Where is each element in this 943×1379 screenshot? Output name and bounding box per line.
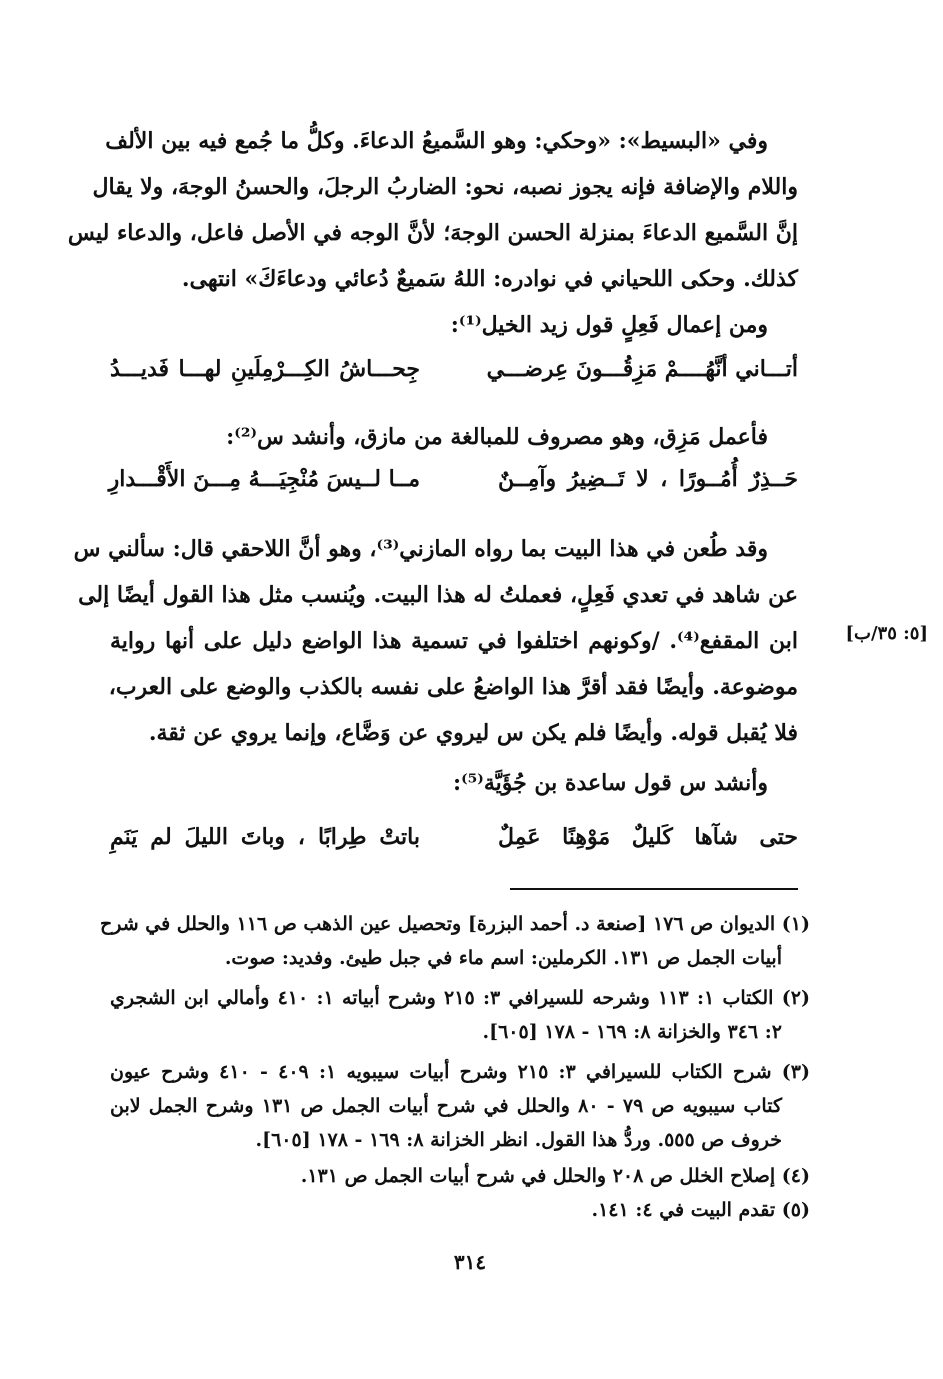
footnote-line: (٤) إصلاح الخلل ص ٢٠٨ والحلل في شرح أبيات الجمل ص ١٣١. xyxy=(300,1165,810,1187)
verse-second-hemistich: جِحـــاشُ الكِـــرْمِلَينِ لهـــا فَديـــدُ xyxy=(110,356,420,382)
text-line: ومن إعمال فَعِلٍ قول زيد الخيل⁽¹⁾: xyxy=(450,312,768,338)
footnote-line: خروف ص ٥٥٥. وردُّ هذا القول. انظر الخزانة ٨: ١٦٩ - ١٧٨ [٦٠٥]. xyxy=(255,1129,782,1151)
footnote-line: (١) الديوان ص ١٧٦ [صنعة د. أحمد البزرة] وتحصيل عين الذهب ص ١١٦ والحلل في شرح xyxy=(99,913,810,935)
paragraph-saida-intro xyxy=(110,768,798,800)
text-line: وأنشد س قول ساعدة بن جُؤَيَّة⁽⁵⁾: xyxy=(452,770,768,796)
footnote-2 xyxy=(110,984,810,1043)
paragraph-zaid-al-khail-intro xyxy=(110,310,798,342)
footnote-line: أبيات الجمل ص ١٣١. الكرملين: اسم ماء في جبل طيئ. وفديد: صوت. xyxy=(224,947,782,969)
footnote-1 xyxy=(99,910,810,969)
verse-first-hemistich: حَــذِرٌ أُمُــورًا ، لا تَــضِيرُ وآمِــنٌ xyxy=(498,466,798,492)
text-line: فلا يُقبل قوله. وأيضًا فلم يكن س ليروي عن وَضَّاع، وإنما يروي عن ثقة. xyxy=(148,720,798,746)
text-line: موضوعة. وأيضًا فقد أقرَّ هذا الواضعُ على نفسه بالكذب والوضع على العرب، xyxy=(108,674,798,700)
text-line: كذلك. وحكى اللحياني في نوادره: اللهُ سَميعٌ دُعائي ودعاءَكَ» انتهى. xyxy=(181,266,798,292)
paragraph-basit-quote xyxy=(67,126,798,292)
paragraph-mazig-explanation xyxy=(110,422,798,454)
footnote-line: كتاب سيبويه ص ٧٩ - ٨٠ والحلل في شرح أبيات الجمل ص ١٣١ وشرح الجمل لابن xyxy=(110,1095,782,1117)
poetry-verse-1 xyxy=(110,356,798,390)
footnote-line: (٥) تقدم البيت في ٤: ١٤١. xyxy=(591,1199,810,1221)
text-line: واللام والإضافة فإنه يجوز نصبه، نحو: الضاربُ الرجلَ، والحسنُ الوجهَ، ولا يقال xyxy=(92,174,798,200)
text-line: وفي «البسيط»: «وحكي: وهو السَّميعُ الدعاءَ. وكلُّ ما جُمع فيه بين الألف xyxy=(105,128,768,154)
paragraph-authenticity-discussion xyxy=(73,534,798,764)
verse-first-hemistich: أتـــاني أنَّهُــــمْ مَزِقُـــونَ عِرضـــي xyxy=(486,356,798,382)
text-line: وقد طُعن في هذا البيت بما رواه المازني⁽³⁾، وهو أنَّ اللاحقي قال: سألني س xyxy=(73,536,768,562)
footnote-line: (٢) الكتاب ١: ١١٣ وشرحه للسيرافي ٣: ٢١٥ وشرح أبياته ١: ٤١٠ وأمالي ابن الشجري xyxy=(110,987,810,1009)
footnote-4 xyxy=(110,1162,810,1192)
footnote-separator xyxy=(510,888,798,890)
footnote-line: ٢: ٣٤٦ والخزانة ٨: ١٦٩ - ١٧٨ [٦٠٥]. xyxy=(482,1021,782,1043)
poetry-verse-3 xyxy=(110,824,798,858)
page-number: ٣١٤ xyxy=(453,1250,487,1274)
text-line: فأعمل مَزِق، وهو مصروف للمبالغة من مازق، وأنشد س⁽²⁾: xyxy=(226,424,768,450)
text-line: إنَّ السَّميع الدعاءَ بمنزلة الحسن الوجهَ؛ لأنَّ الوجه في الأصل فاعل، والدعاء ليس xyxy=(67,220,798,246)
footnote-line: (٣) شرح الكتاب للسيرافي ٣: ٢١٥ وشرح أبيات سيبويه ١: ٤٠٩ - ٤١٠ وشرح عيون xyxy=(110,1061,810,1083)
manuscript-folio-reference: [٥: ٣٥/ب] xyxy=(845,623,928,644)
verse-second-hemistich: باتتْ طِرابًا ، وباتَ الليلَ لم يَنَمِ xyxy=(110,824,420,850)
poetry-verse-2 xyxy=(110,466,798,500)
text-line: عن شاهد في تعدي فَعِلٍ، فعملتُ له هذا البيت. ويُنسب مثل هذا القول أيضًا إلى xyxy=(78,582,798,608)
footnote-3 xyxy=(110,1058,810,1154)
text-line: ابن المقفع⁽⁴⁾. /وكونهم اختلفوا في تسمية هذا الواضع دليل على أنها رواية xyxy=(110,628,798,654)
verse-second-hemistich: مــا لــيسَ مُنْجِيَـــهُ مِـــنَ الأَقْـــدارِ xyxy=(108,466,420,492)
footnote-5 xyxy=(110,1196,810,1226)
verse-first-hemistich: حتى شآها كَليلٌ مَوْهِنًا عَمِلٌ xyxy=(498,824,798,850)
